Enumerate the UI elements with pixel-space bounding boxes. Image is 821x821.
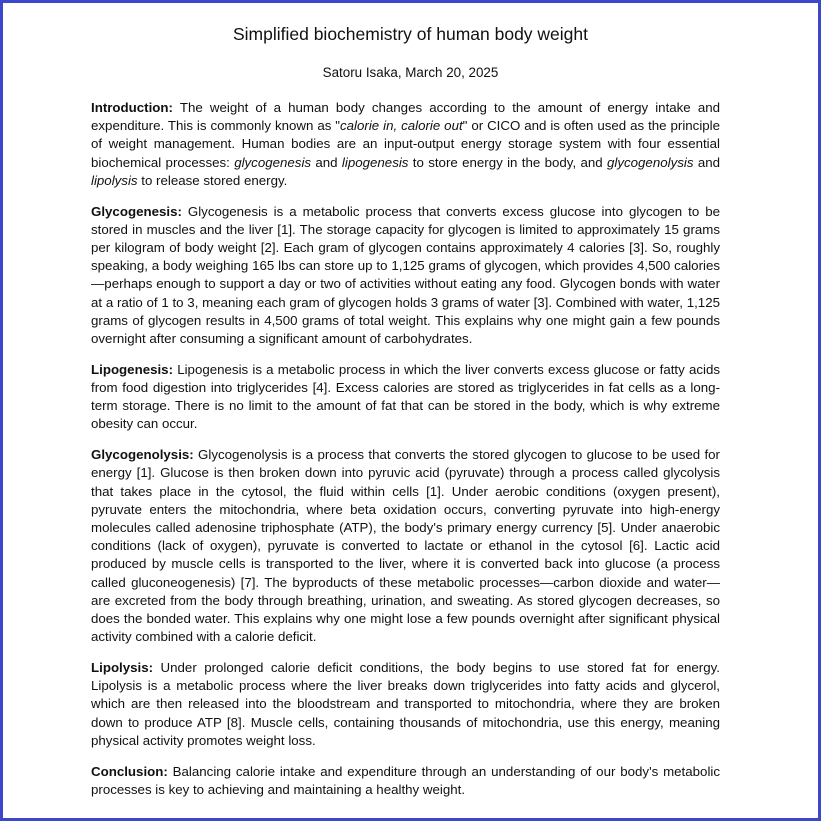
conclusion-paragraph xyxy=(91,763,720,799)
introduction-text-3: and xyxy=(311,154,342,170)
introduction-emphasis-cico: calorie in, calorie out xyxy=(340,118,463,134)
introduction-text-2: " or CICO and is often used as the principle of weight management. Human bodies are an input-output energy storage system with four essential biochemical processes: xyxy=(91,118,721,170)
lipogenesis-heading: Lipogenesis: xyxy=(91,361,174,377)
glycogenolysis-text: Glycogenolysis is a process that converts the stored glycogen to glucose to be used for energy [1]. Glucose is then broken down into pyruvic acid (pyruvate) through a process called glycolysis that takes place in the cytosol, the fluid within cells [1]. Under aerobic conditions (oxygen present), pyruvate enters the mitochondria, where beta oxidation occurs, converting pyruvate into high-energy molecules called adenosine triphosphate (ATP), the body's primary energy currency [5]. Under anaerobic conditions (lack of oxygen), pyruvate is converted to lactate or ethanol in the cytosol [6]. Lactic acid produced by muscle cells is transported to the liver, where it is converted back into glucose (a process called gluconeogenesis) [7]. The byproducts of these metabolic processes—carbon dioxide and water—are excreted from the body through breathing, urination, and sweating. As stored glycogen decreases, so does the bonded water. This explains why one might lose a few pounds overnight after significant physical activity combined with a calorie deficit. xyxy=(91,447,720,645)
glycogenesis-text: Glycogenesis is a metabolic process that converts excess glucose into glycogen to be stored in muscles and the liver [1]. The storage capacity for glycogen is limited to approximately 15 grams per kilogram of body weight [2]. Each gram of glycogen contains approximately 4 calories [3]. So, roughly speaking, a body weighing 165 lbs can store up to 1,125 grams of glycogen, which provides 4,500 calories—perhaps enough to support a day or two of activities without eating any food. Glycogen bonds with water at a ratio of 1 to 3, meaning each gram of glycogen holds 3 grams of water [3]. Combined with water, 1,125 grams of glycogen results in 4,500 grams of total weight. This explains why one might gain a few pounds overnight after consuming a significant amount of carbohydrates. xyxy=(91,203,720,347)
conclusion-heading: Conclusion: xyxy=(91,763,168,779)
conclusion-text: Balancing calorie intake and expenditure through an understanding of our body's metabolic processes is key to achieving and maintaining a healthy weight. xyxy=(91,763,720,797)
lipogenesis-paragraph xyxy=(91,361,720,434)
introduction-emphasis-glycogenesis: glycogenesis xyxy=(234,154,312,170)
introduction-text-6: to release stored energy. xyxy=(137,172,288,188)
document-title: Simplified biochemistry of human body weight xyxy=(232,24,589,44)
introduction-heading: Introduction: xyxy=(91,100,173,115)
introduction-emphasis-lipogenesis: lipogenesis xyxy=(341,154,409,170)
lipolysis-text: Under prolonged calorie deficit conditions, the body begins to use stored fat for energy. Lipolysis is a metabolic process where the liver breaks down triglycerides into fatty acids and glycerol, which are then released into the bloodstream and transported to mitochondria, where they are broken down to produce ATP [8]. Muscle cells, containing thousands of mitochondria, use this energy, meaning physical activity promotes weight loss. xyxy=(91,660,720,748)
lipolysis-paragraph xyxy=(91,659,720,750)
glycogenolysis-paragraph xyxy=(91,446,720,646)
lipogenesis-text: Lipogenesis is a metabolic process in which the liver converts excess glucose or fatty acids from food digestion into triglycerides [4]. Excess calories are stored as triglycerides in fat cells as a long-term storage. There is no limit to the amount of fat that can be stored in the body, which is why extreme obesity can occur. xyxy=(91,361,720,432)
introduction-emphasis-lipolysis: lipolysis xyxy=(91,172,138,188)
introduction-emphasis-glycogenolysis: glycogenolysis xyxy=(607,154,694,170)
introduction-paragraph xyxy=(91,99,720,190)
author-date-line: Satoru Isaka, March 20, 2025 xyxy=(322,65,499,80)
introduction-text-4: to store energy in the body, and xyxy=(408,154,607,170)
glycogenesis-heading: Glycogenesis: xyxy=(91,203,182,219)
introduction-text-5: and xyxy=(693,154,721,170)
lipolysis-heading: Lipolysis: xyxy=(91,660,154,676)
glycogenesis-paragraph xyxy=(91,203,720,349)
glycogenolysis-heading: Glycogenolysis: xyxy=(91,447,194,463)
introduction-text-1: The weight of a human body changes according to the amount of energy intake and expenditure. This is commonly known as " xyxy=(91,100,720,134)
document-body xyxy=(91,99,720,812)
